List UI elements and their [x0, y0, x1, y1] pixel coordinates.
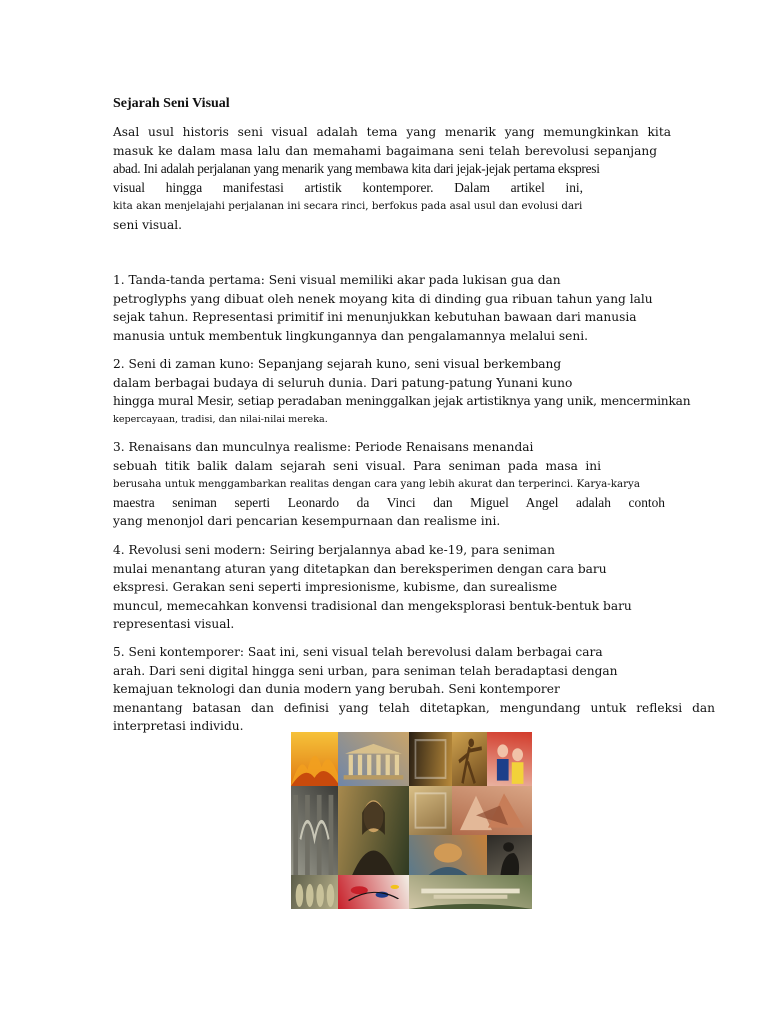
section-line: maestra seniman seperti Leonardo da Vinci dan Miguel Angel adalah contoh [113, 494, 665, 510]
section-line: kepercayaan, tradisi, dan nilai-nilai mereka. [113, 413, 328, 425]
renaissance-fresco-icon [409, 786, 452, 835]
intro-line: kita akan menjelajahi perjalanan ini secara rinci, berfokus pada asal usul dan evolusi dari [113, 200, 583, 212]
cubist-painting-icon [452, 786, 532, 835]
van-gogh-self-portrait-icon [409, 835, 487, 875]
fire-abstract-painting-icon [291, 732, 338, 786]
intro-line: seni visual. [113, 217, 183, 232]
discobolus-statue-icon [452, 732, 487, 786]
parthenon-temple-icon [338, 732, 409, 786]
section-line: menantang batasan dan definisi yang telah ditetapkan, mengundang untuk refleksi dan [113, 700, 715, 715]
document-title: Sejarah Seni Visual [113, 96, 230, 111]
intro-line: Asal usul historis seni visual adalah tema yang menarik yang memungkinkan kita [113, 125, 671, 139]
section-renaissance [113, 438, 719, 531]
section-line: representasi visual. [113, 617, 235, 631]
miro-abstract-icon [338, 875, 409, 909]
section-line: kemajuan teknologi dan dunia modern yang berubah. Seni kontemporer [113, 682, 560, 696]
section-modern-art [113, 541, 719, 634]
intro-paragraph [113, 123, 719, 234]
section-line: interpretasi individu. [113, 719, 244, 733]
pop-art-figures-icon [487, 732, 532, 786]
gothic-statues-icon [291, 875, 338, 909]
modern-house-icon [409, 875, 532, 909]
section-line: 5. Seni kontemporer: Saat ini, seni visual telah berevolusi dalam berbagai cara [113, 645, 603, 659]
golden-sculpture-icon [409, 732, 452, 786]
section-line: petroglyphs yang dibuat oleh nenek moyang kita di dinding gua ribuan tahun yang lalu [113, 291, 653, 306]
section-ancient-art [113, 355, 719, 429]
section-line: dalam berbagai budaya di seluruh dunia. Dari patung-patung Yunani kuno [113, 375, 573, 390]
section-line: hingga mural Mesir, setiap peradaban meninggalkan jejak artistiknya yang unik, mencerminkan [113, 394, 691, 408]
section-line: 2. Seni di zaman kuno: Sepanjang sejarah kuno, seni visual berkembang [113, 357, 562, 371]
art-history-collage [291, 732, 532, 909]
section-line: manusia untuk membentuk lingkungannya dan pengalamannya melalui seni. [113, 328, 589, 343]
section-line: 4. Revolusi seni modern: Seiring berjalannya abad ke-19, para seniman [113, 543, 555, 557]
section-line: 3. Renaisans dan munculnya realisme: Periode Renaisans menandai [113, 440, 534, 454]
section-line: arah. Dari seni digital hingga seni urban, para seniman telah beradaptasi dengan [113, 663, 618, 678]
intro-line: masuk ke dalam masa lalu dan memahami bagaimana seni telah berevolusi sepanjang [113, 143, 657, 158]
section-line: ekspresi. Gerakan seni seperti impresionisme, kubisme, dan surealisme [113, 580, 558, 594]
gothic-cathedral-interior-icon [291, 786, 338, 875]
section-line: mulai menantang aturan yang ditetapkan dan bereksperimen dengan cara baru [113, 561, 607, 576]
thinker-sculpture-icon [487, 835, 532, 875]
section-contemporary-art [113, 643, 719, 736]
section-line: yang menonjol dari pencarian kesempurnaan dan realisme ini. [113, 514, 501, 528]
section-line: sebuah titik balik dalam sejarah seni visual. Para seniman pada masa ini [113, 458, 601, 473]
section-first-signs [113, 271, 719, 345]
section-line: muncul, memecahkan konvensi tradisional dan mengeksplorasi bentuk-bentuk baru [113, 598, 632, 613]
section-line: berusaha untuk menggambarkan realitas dengan cara yang lebih akurat dan terperinci. Karya-karya [113, 478, 641, 490]
mona-lisa-portrait-icon [338, 786, 409, 875]
intro-line: visual hingga manifestasi artistik kontemporer. Dalam artikel ini, [113, 179, 583, 195]
intro-line: abad. Ini adalah perjalanan yang menarik yang membawa kita dari jejak-jejak pertama ekspresi [113, 161, 600, 176]
section-line: sejak tahun. Representasi primitif ini menunjukkan kebutuhan bawaan dari manusia [113, 310, 637, 324]
section-line: 1. Tanda-tanda pertama: Seni visual memiliki akar pada lukisan gua dan [113, 273, 561, 287]
